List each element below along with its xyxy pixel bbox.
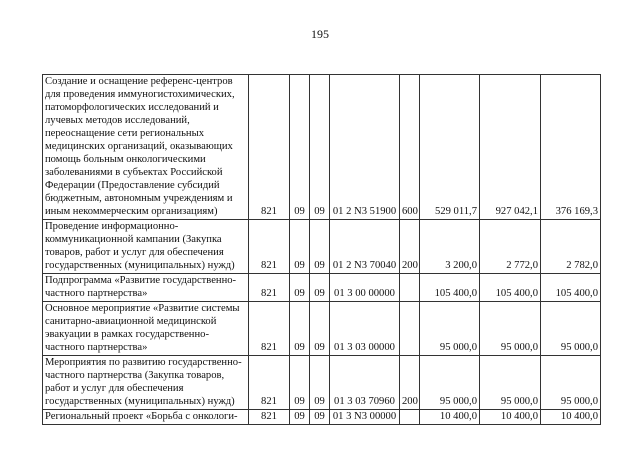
section-code: 09 [290, 302, 310, 356]
target-article-code: 01 2 N3 51900 [330, 75, 400, 220]
ministry-code: 821 [249, 75, 290, 220]
ministry-code: 821 [249, 302, 290, 356]
ministry-code: 821 [249, 410, 290, 425]
expense-type-code: 600 [400, 75, 420, 220]
row-description: Региональный проект «Борьба с онкологи- [43, 410, 249, 425]
amount-year-3: 95 000,0 [541, 356, 601, 410]
table-row [43, 302, 601, 356]
amount-year-3: 105 400,0 [541, 274, 601, 302]
target-article-code: 01 3 03 70960 [330, 356, 400, 410]
subsection-code: 09 [310, 356, 330, 410]
target-article-code: 01 3 00 00000 [330, 274, 400, 302]
section-code: 09 [290, 410, 310, 425]
section-code: 09 [290, 75, 310, 220]
amount-year-1: 3 200,0 [420, 220, 480, 274]
amount-year-2: 10 400,0 [480, 410, 541, 425]
row-description: Подпрограмма «Развитие государственно-частного партнерства» [43, 274, 249, 302]
amount-year-2: 105 400,0 [480, 274, 541, 302]
expense-type-code: 200 [400, 220, 420, 274]
amount-year-2: 927 042,1 [480, 75, 541, 220]
table-row [43, 75, 601, 220]
table-row [43, 220, 601, 274]
amount-year-3: 376 169,3 [541, 75, 601, 220]
amount-year-1: 95 000,0 [420, 356, 480, 410]
section-code: 09 [290, 220, 310, 274]
amount-year-1: 10 400,0 [420, 410, 480, 425]
row-description: Создание и оснащение референс-центров для проведения иммуногистохимических, патоморфологических исследований и лучевых методов исследований, переоснащение сети региональных медицинских организаций, оказывающих помощь больным онкологическими заболеваниями в субъектах Российской Федерации (Предоставление субсидий бюджетным, автономным учреждениям и иным некоммерческим организациям) [43, 75, 249, 220]
subsection-code: 09 [310, 274, 330, 302]
amount-year-1: 95 000,0 [420, 302, 480, 356]
row-description: Основное мероприятие «Развитие системы санитарно-авиационной медицинской эвакуации в рамках государственно-частного партнерства» [43, 302, 249, 356]
amount-year-3: 2 782,0 [541, 220, 601, 274]
subsection-code: 09 [310, 75, 330, 220]
ministry-code: 821 [249, 356, 290, 410]
section-code: 09 [290, 274, 310, 302]
row-description: Проведение информационно-коммуникационной кампании (Закупка товаров, работ и услуг для обеспечения государственных (муниципальных) нужд) [43, 220, 249, 274]
table-row [43, 356, 601, 410]
section-code: 09 [290, 356, 310, 410]
target-article-code: 01 3 03 00000 [330, 302, 400, 356]
amount-year-2: 2 772,0 [480, 220, 541, 274]
table-row [43, 274, 601, 302]
amount-year-2: 95 000,0 [480, 356, 541, 410]
amount-year-3: 10 400,0 [541, 410, 601, 425]
table-row [43, 410, 601, 425]
target-article-code: 01 3 N3 00000 [330, 410, 400, 425]
amount-year-3: 95 000,0 [541, 302, 601, 356]
page-number: 195 [311, 27, 329, 41]
subsection-code: 09 [310, 220, 330, 274]
amount-year-1: 105 400,0 [420, 274, 480, 302]
ministry-code: 821 [249, 220, 290, 274]
budget-table [42, 74, 601, 425]
ministry-code: 821 [249, 274, 290, 302]
row-description: Мероприятия по развитию государственно-частного партнерства (Закупка товаров, работ и услуг для обеспечения государственных (муниципальных) нужд) [43, 356, 249, 410]
expense-type-code [400, 302, 420, 356]
expense-type-code: 200 [400, 356, 420, 410]
amount-year-1: 529 011,7 [420, 75, 480, 220]
subsection-code: 09 [310, 302, 330, 356]
expense-type-code [400, 274, 420, 302]
expense-type-code [400, 410, 420, 425]
amount-year-2: 95 000,0 [480, 302, 541, 356]
subsection-code: 09 [310, 410, 330, 425]
target-article-code: 01 2 N3 70040 [330, 220, 400, 274]
